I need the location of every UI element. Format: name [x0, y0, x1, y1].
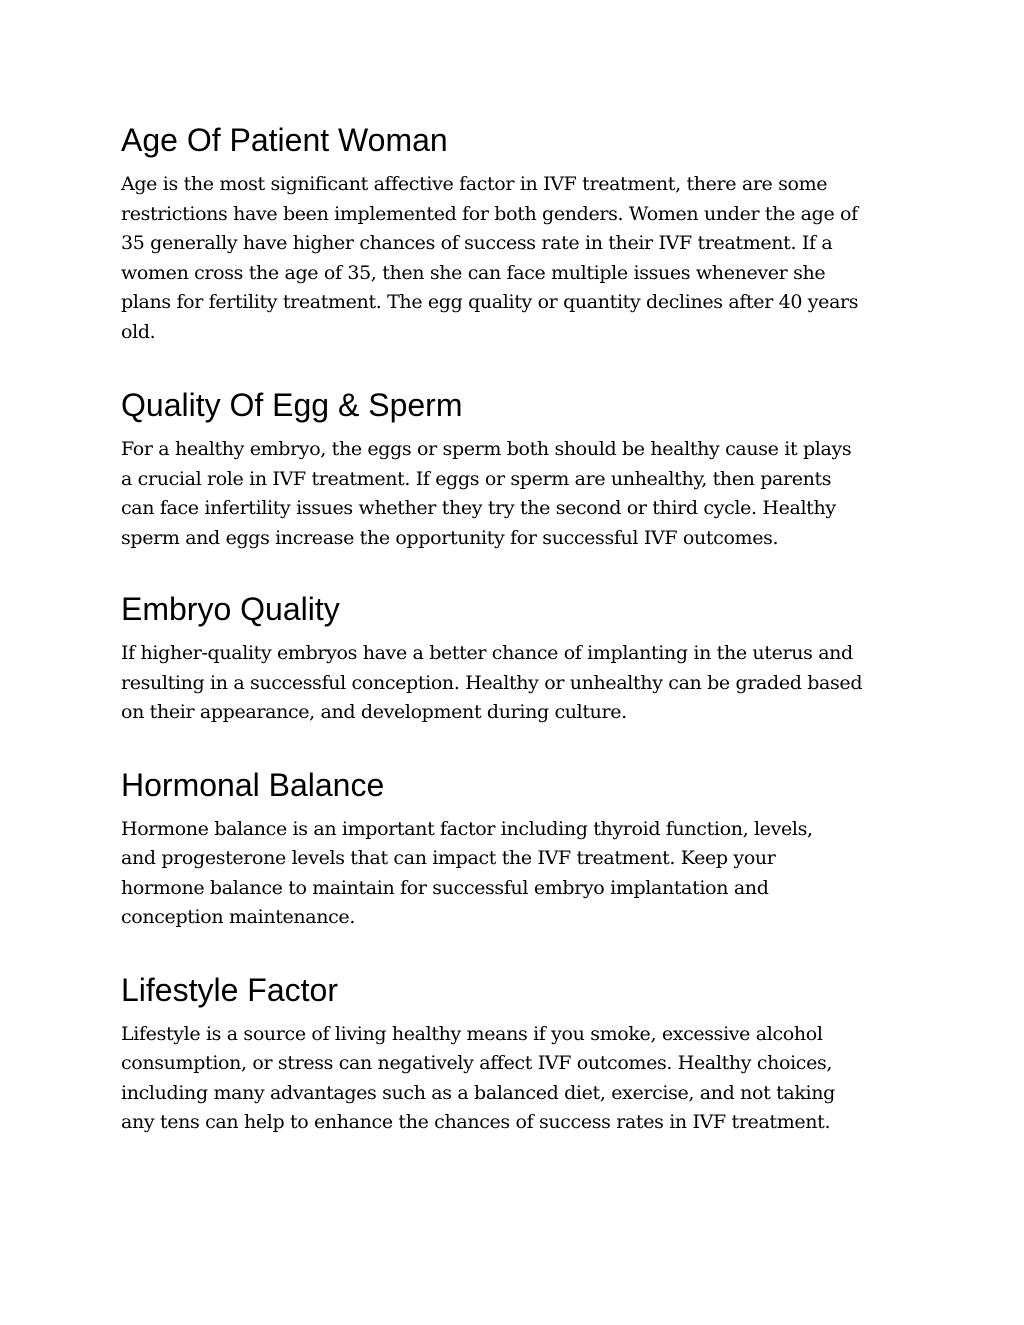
section-heading: Age Of Patient Woman — [121, 122, 448, 158]
section-embryo-quality — [121, 587, 921, 728]
paragraph-line: Lifestyle is a source of living healthy means if you smoke, excessive alcohol — [121, 1022, 823, 1045]
paragraph-line: any tens can help to enhance the chances of success rates in IVF treatment. — [121, 1111, 831, 1133]
paragraph-line: a crucial role in IVF treatment. If eggs or sperm are unhealthy, then parents — [121, 467, 832, 490]
paragraph-line: plans for fertility treatment. The egg quality or quantity declines after 40 years — [121, 291, 859, 313]
paragraph-line: For a healthy embryo, the eggs or sperm both should be healthy cause it plays — [121, 438, 852, 460]
paragraph-line: conception maintenance. — [121, 906, 356, 928]
section-paragraph — [121, 170, 921, 347]
section-age-of-patient-woman — [121, 118, 921, 347]
section-heading: Embryo Quality — [121, 591, 340, 627]
section-paragraph — [121, 1020, 921, 1138]
paragraph-line: 35 generally have higher chances of success rate in their IVF treatment. If a — [121, 232, 833, 254]
section-paragraph — [121, 435, 921, 553]
section-heading: Lifestyle Factor — [121, 971, 338, 1008]
section-hormonal-balance — [121, 763, 921, 933]
section-heading: Quality Of Egg & Sperm — [121, 387, 463, 423]
section-quality-of-egg-sperm — [121, 383, 921, 553]
paragraph-line: on their appearance, and development during culture. — [121, 701, 627, 723]
section-paragraph — [121, 639, 921, 728]
paragraph-line: old. — [121, 320, 156, 343]
paragraph-line: If higher-quality embryos have a better chance of implanting in the uterus and — [121, 642, 853, 664]
section-lifestyle-factor — [121, 968, 921, 1138]
paragraph-line: consumption, or stress can negatively affect IVF outcomes. Healthy choices, — [121, 1052, 833, 1074]
document-page — [121, 118, 921, 1138]
paragraph-line: including many advantages such as a balanced diet, exercise, and not taking — [121, 1081, 835, 1104]
paragraph-line: sperm and eggs increase the opportunity for successful IVF outcomes. — [121, 526, 779, 549]
paragraph-line: and progesterone levels that can impact the IVF treatment. Keep your — [121, 847, 776, 869]
paragraph-line: restrictions have been implemented for both genders. Women under the age of — [121, 202, 858, 225]
section-heading: Hormonal Balance — [121, 766, 385, 803]
paragraph-line: can face infertility issues whether they try the second or third cycle. Healthy — [121, 497, 836, 519]
paragraph-line: hormone balance to maintain for successful embryo implantation and — [121, 876, 769, 899]
paragraph-line: women cross the age of 35, then she can face multiple issues whenever she — [121, 261, 826, 284]
paragraph-line: Hormone balance is an important factor including thyroid function, levels, — [121, 817, 813, 840]
paragraph-line: resulting in a successful conception. Healthy or unhealthy can be graded based — [121, 671, 863, 694]
paragraph-line: Age is the most significant affective factor in IVF treatment, there are some — [121, 173, 828, 195]
section-paragraph — [121, 815, 921, 933]
